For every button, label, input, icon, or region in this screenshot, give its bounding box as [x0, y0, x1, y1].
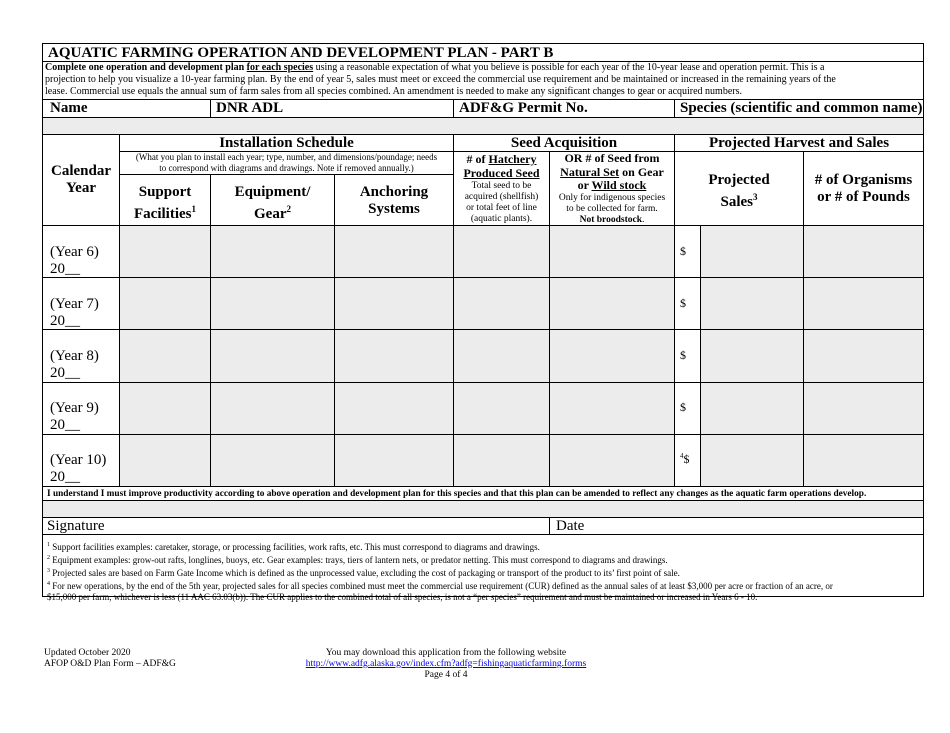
name-label: Name [50, 100, 88, 116]
download-text: You may download this application from the following website [325, 648, 567, 658]
intro-line-3: lease. Commercial use equals the annual sum of farm sales from all species combined. An amendment is needed to make any significant changes to gear or acquired numbers. [45, 86, 742, 97]
year-prefix: 20__ [50, 313, 80, 329]
acknowledgement-text: I understand I must improve productivity according to above operation and development plan for this species and that this plan can be amended to reflect any changes as the aquatic farm operations develop. [47, 489, 867, 499]
dollar-sign: $ [680, 348, 686, 362]
dnr-adl-label: DNR ADL [216, 100, 284, 116]
support-facilities-header: Support Facilities$^1$ [134, 184, 196, 222]
year-label: (Year 8) [50, 348, 99, 364]
year-label: (Year 6) [50, 244, 99, 260]
intro-line-1-rest: using a reasonable expectation of what you believe is possible for each year of the 10-year lease and operation permit. This is a [315, 62, 825, 73]
calendar-year-header: Calendar Year [51, 163, 111, 196]
anchoring-systems-header: Anchoring Systems [359, 184, 429, 217]
year-label: (Year 10) [50, 452, 107, 468]
acknowledgement-input[interactable] [43, 501, 923, 517]
dollar-sign: $ [680, 296, 686, 310]
year-label: (Year 9) [50, 400, 99, 416]
footnote-1: $^1$ Support facilities examples: caretaker, storage, or processing facilities, work rafts, etc. This must correspond to diagrams and drawings. [47, 542, 540, 552]
date-label: Date [556, 518, 585, 534]
dollar-sign: $ [680, 400, 686, 414]
year-label: (Year 7) [50, 296, 99, 312]
organisms-pounds-header: # of Organisms or # of Pounds [814, 172, 913, 205]
name-input[interactable] [43, 118, 923, 134]
footnote-4: $^4$ For new operations, by the end of the 5th year, projected sales for all species combined must meet the commercial use requirement (CUR) defined as the annual sales of at least $3,000 per acre or fraction of an acre, or [47, 581, 833, 591]
year-prefix: 20__ [50, 469, 80, 485]
intro-lead: Complete one operation and development plan [45, 62, 245, 73]
installation-note: (What you plan to install each year; type, number, and dimensions/poundage; needs to correspond with diagrams and drawings. Note if removed annually.) [135, 152, 438, 173]
footnote-4-cont: $15,000 per farm, whichever is less (11 AAC 63.03(b)). The CUR applies to the combined total of all species, is not a “per species” requirement and must be maintained or increased in Years 6 - 10. [47, 592, 758, 602]
year-prefix: 20__ [50, 261, 80, 277]
dollar-sign: $ [680, 244, 686, 258]
footnotes [47, 540, 833, 603]
seed-acquisition-header: Seed Acquisition [510, 135, 618, 151]
natural-set-note: Only for indigenous species to be collected for farm. Not broodstock. [558, 193, 666, 225]
date-field[interactable] [600, 518, 922, 534]
signature-label: Signature [47, 518, 105, 534]
equipment-gear-header: Equipment/ Gear$^2$ [234, 184, 311, 222]
download-link[interactable]: http://www.adfg.alaska.gov/index.cfm?adfg=fishingaquaticfarming.forms [305, 659, 587, 669]
updated-date: Updated October 2020 [44, 648, 131, 658]
hatchery-seed-note: Total seed to be acquired (shellfish) or total feet of line (aquatic plants). [464, 181, 539, 224]
projected-sales-header: Projected Sales$^3$ [708, 172, 770, 210]
year-prefix: 20__ [50, 417, 80, 433]
permit-label: ADF&G Permit No. [459, 100, 588, 116]
hatchery-seed-header: # of Hatchery Produced Seed [463, 152, 540, 180]
signature-field[interactable] [120, 518, 548, 534]
intro-lead-underlined: for each species [246, 62, 314, 73]
page-number: Page 4 of 4 [424, 670, 468, 680]
form-name: AFOP O&D Plan Form – ADF&G [44, 659, 176, 669]
installation-schedule-header: Installation Schedule [219, 135, 354, 151]
footnote-3: $^3$ Projected sales are based on Farm Gate Income which is defined as the unprocessed value, excluding the cost of packaging or transport of the product to its’ first point of sale. [47, 568, 680, 578]
year-prefix: 20__ [50, 365, 80, 381]
natural-set-header: OR # of Seed from Natural Set on Gear or Wild stock [560, 151, 664, 192]
intro-line-1 [45, 62, 824, 73]
footnote-2: $^2$ Equipment examples: grow-out rafts, longlines, buoys, etc. Gear examples: trays, tiers of lantern nets, or predator netting. This must correspond to diagrams and drawings. [47, 555, 668, 565]
form-title: AQUATIC FARMING OPERATION AND DEVELOPMENT PLAN - PART B [48, 45, 554, 61]
dollar-sign: $^4$\$ [680, 452, 690, 466]
species-label: Species (scientific and common name) [680, 100, 923, 116]
intro-line-2: projection to help you visualize a 10-year farming plan. By the end of year 5, sales must meet or exceed the commercial use requirement and be maintained or increased in the remaining years of the [45, 74, 836, 85]
projected-harvest-header: Projected Harvest and Sales [708, 135, 890, 151]
